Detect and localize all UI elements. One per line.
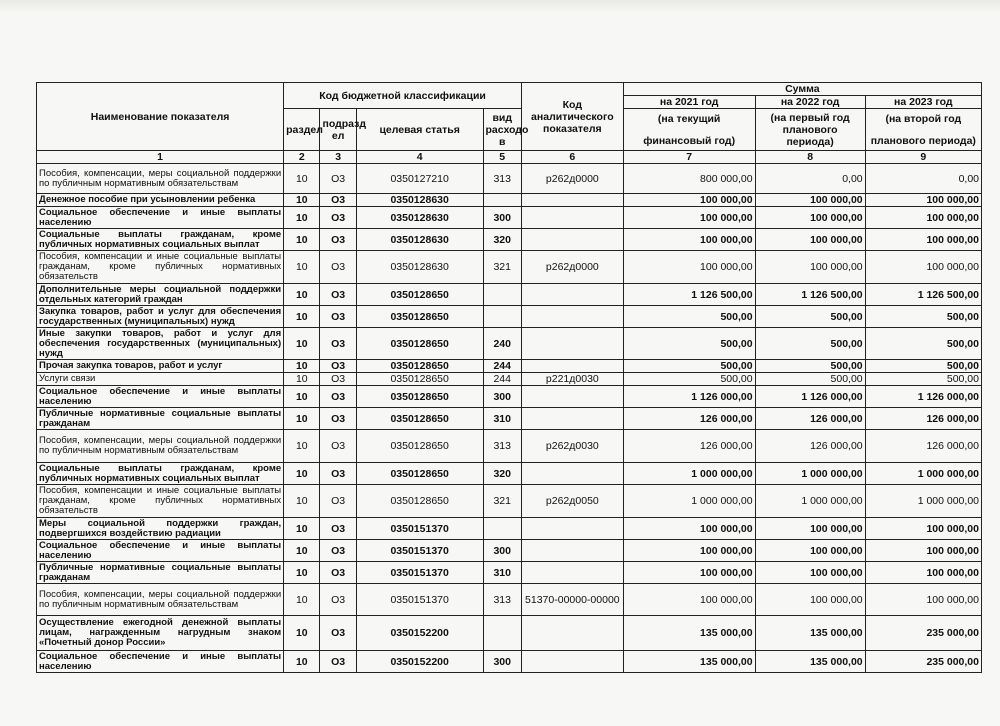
row-razdel: 10 [284, 306, 320, 328]
row-sum-2021: 500,00 [623, 306, 755, 328]
row-sum-2021: 100 000,00 [623, 251, 755, 284]
col-number-9: 9 [865, 151, 981, 164]
row-sum-2023: 500,00 [865, 306, 981, 328]
row-sum-2021: 100 000,00 [623, 194, 755, 207]
row-vid: 313 [483, 584, 521, 616]
row-analytic [521, 360, 623, 373]
table-row [37, 207, 982, 229]
row-podrazdel: О3 [320, 306, 356, 328]
col-number-5: 5 [483, 151, 521, 164]
row-analytic: р262д0000 [521, 164, 623, 194]
row-podrazdel: О3 [320, 485, 356, 518]
row-target: 0350128650 [356, 485, 483, 518]
row-name: Закупка товаров, работ и услуг для обеспечения государственных (муниципальных) нужд [37, 306, 284, 328]
table-row [37, 408, 982, 430]
row-target: 0350128630 [356, 207, 483, 229]
row-analytic [521, 229, 623, 251]
table-row [37, 430, 982, 463]
row-target: 0350152200 [356, 616, 483, 651]
row-name: Услуги связи [37, 373, 284, 386]
row-analytic [521, 207, 623, 229]
row-vid: 320 [483, 463, 521, 485]
row-sum-2023: 500,00 [865, 360, 981, 373]
header-note-2022 [755, 109, 865, 151]
row-vid [483, 518, 521, 540]
budget-table-sheet [36, 82, 982, 673]
row-razdel: 10 [284, 373, 320, 386]
table-row [37, 164, 982, 194]
col-number-2: 2 [284, 151, 320, 164]
row-analytic: р221д0030 [521, 373, 623, 386]
row-name: Публичные нормативные социальные выплаты гражданам [37, 562, 284, 584]
row-target: 0350128650 [356, 463, 483, 485]
row-target: 0350128650 [356, 386, 483, 408]
header-sum: Сумма [623, 83, 981, 96]
row-podrazdel: О3 [320, 386, 356, 408]
row-analytic [521, 518, 623, 540]
row-sum-2022: 100 000,00 [755, 251, 865, 284]
row-sum-2021: 1 000 000,00 [623, 485, 755, 518]
note-2021-line1: (на текущий [657, 112, 721, 125]
row-sum-2021: 126 000,00 [623, 408, 755, 430]
row-sum-2023: 100 000,00 [865, 540, 981, 562]
table-row [37, 360, 982, 373]
table-row [37, 485, 982, 518]
header-target: целевая статья [356, 109, 483, 151]
row-podrazdel: О3 [320, 229, 356, 251]
col-number-8: 8 [755, 151, 865, 164]
row-name: Пособия, компенсации и иные социальные выплаты гражданам, кроме публичных нормативных обязательств [37, 251, 284, 284]
col-number-7: 7 [623, 151, 755, 164]
row-target: 0350128650 [356, 328, 483, 360]
row-analytic: р262д0050 [521, 485, 623, 518]
row-podrazdel: О3 [320, 328, 356, 360]
row-vid: 321 [483, 485, 521, 518]
row-razdel: 10 [284, 518, 320, 540]
table-row [37, 540, 982, 562]
row-sum-2023: 235 000,00 [865, 651, 981, 673]
note-2021-line2: финансовый год) [643, 134, 736, 147]
row-podrazdel: О3 [320, 430, 356, 463]
header-note-2021 [623, 109, 755, 151]
row-podrazdel: О3 [320, 164, 356, 194]
row-vid: 310 [483, 562, 521, 584]
row-sum-2023: 100 000,00 [865, 518, 981, 540]
row-razdel: 10 [284, 584, 320, 616]
row-podrazdel: О3 [320, 584, 356, 616]
row-target: 0350151370 [356, 562, 483, 584]
row-analytic [521, 562, 623, 584]
row-name: Социальное обеспечение и иные выплаты населению [37, 386, 284, 408]
row-podrazdel: О3 [320, 540, 356, 562]
row-razdel: 10 [284, 408, 320, 430]
note-2023-line1: (на второй год [885, 112, 962, 125]
header-razdel: раздел [284, 109, 320, 151]
row-sum-2021: 100 000,00 [623, 207, 755, 229]
row-sum-2021: 126 000,00 [623, 430, 755, 463]
row-vid [483, 194, 521, 207]
row-name: Социальные выплаты гражданам, кроме публичных нормативных социальных выплат [37, 463, 284, 485]
row-sum-2021: 1 126 500,00 [623, 284, 755, 306]
table-row [37, 463, 982, 485]
header-name: Наименование показателя [37, 83, 284, 151]
row-vid: 300 [483, 540, 521, 562]
row-razdel: 10 [284, 194, 320, 207]
header-kbk: Код бюджетной классификации [284, 83, 522, 109]
row-sum-2023: 100 000,00 [865, 229, 981, 251]
row-sum-2022: 135 000,00 [755, 651, 865, 673]
row-sum-2023: 1 126 000,00 [865, 386, 981, 408]
row-target: 0350128650 [356, 360, 483, 373]
row-vid: 313 [483, 164, 521, 194]
table-row [37, 584, 982, 616]
row-sum-2023: 1 126 500,00 [865, 284, 981, 306]
note-2022-line2: планового [782, 123, 838, 136]
row-analytic: р262д0000 [521, 251, 623, 284]
row-sum-2022: 100 000,00 [755, 562, 865, 584]
row-sum-2022: 100 000,00 [755, 229, 865, 251]
row-sum-2022: 500,00 [755, 328, 865, 360]
row-name: Пособия, компенсации, меры социальной поддержки по публичным нормативным обязательствам [37, 430, 284, 463]
table-row [37, 229, 982, 251]
table-row [37, 518, 982, 540]
row-sum-2021: 100 000,00 [623, 518, 755, 540]
row-sum-2023: 500,00 [865, 328, 981, 360]
row-sum-2022: 500,00 [755, 373, 865, 386]
row-sum-2022: 135 000,00 [755, 616, 865, 651]
row-target: 0350151370 [356, 584, 483, 616]
row-razdel: 10 [284, 207, 320, 229]
header-podrazdel: подразд ел [320, 109, 356, 151]
row-analytic [521, 306, 623, 328]
row-name: Пособия, компенсации, меры социальной поддержки по публичным нормативным обязательствам [37, 584, 284, 616]
row-razdel: 10 [284, 651, 320, 673]
row-razdel: 10 [284, 284, 320, 306]
row-podrazdel: О3 [320, 562, 356, 584]
row-target: 0350128630 [356, 229, 483, 251]
row-sum-2021: 100 000,00 [623, 229, 755, 251]
row-sum-2021: 500,00 [623, 360, 755, 373]
row-sum-2023: 1 000 000,00 [865, 463, 981, 485]
row-target: 0350128650 [356, 306, 483, 328]
row-target: 0350152200 [356, 651, 483, 673]
row-vid: 321 [483, 251, 521, 284]
row-sum-2022: 126 000,00 [755, 430, 865, 463]
row-target: 0350128650 [356, 430, 483, 463]
row-name: Осуществление ежегодной денежной выплаты лицам, награжденным нагрудным знаком «Почетный донор России» [37, 616, 284, 651]
row-target: 0350128650 [356, 373, 483, 386]
row-razdel: 10 [284, 328, 320, 360]
row-podrazdel: О3 [320, 194, 356, 207]
row-sum-2021: 100 000,00 [623, 540, 755, 562]
row-razdel: 10 [284, 430, 320, 463]
row-sum-2021: 1 000 000,00 [623, 463, 755, 485]
row-razdel: 10 [284, 360, 320, 373]
row-name: Денежное пособие при усыновлении ребенка [37, 194, 284, 207]
row-podrazdel: О3 [320, 373, 356, 386]
row-target: 0350151370 [356, 540, 483, 562]
row-podrazdel: О3 [320, 207, 356, 229]
row-name: Социальное обеспечение и иные выплаты населению [37, 207, 284, 229]
row-analytic [521, 540, 623, 562]
row-razdel: 10 [284, 251, 320, 284]
row-name: Социальное обеспечение и иные выплаты населению [37, 651, 284, 673]
row-razdel: 10 [284, 562, 320, 584]
row-sum-2023: 100 000,00 [865, 562, 981, 584]
row-podrazdel: О3 [320, 360, 356, 373]
row-sum-2023: 126 000,00 [865, 408, 981, 430]
table-row [37, 386, 982, 408]
header-note-2023 [865, 109, 981, 151]
row-name: Дополнительные меры социальной поддержки отдельных категорий граждан [37, 284, 284, 306]
row-vid [483, 306, 521, 328]
row-razdel: 10 [284, 386, 320, 408]
row-vid: 310 [483, 408, 521, 430]
budget-table [36, 82, 982, 673]
row-sum-2023: 100 000,00 [865, 584, 981, 616]
row-podrazdel: О3 [320, 284, 356, 306]
row-sum-2022: 500,00 [755, 306, 865, 328]
row-podrazdel: О3 [320, 616, 356, 651]
row-analytic [521, 408, 623, 430]
row-vid: 313 [483, 430, 521, 463]
row-analytic [521, 194, 623, 207]
table-row [37, 251, 982, 284]
row-sum-2023: 100 000,00 [865, 207, 981, 229]
row-analytic [521, 284, 623, 306]
row-podrazdel: О3 [320, 408, 356, 430]
row-sum-2023: 126 000,00 [865, 430, 981, 463]
col-number-3: 3 [320, 151, 356, 164]
row-sum-2023: 100 000,00 [865, 194, 981, 207]
col-number-4: 4 [356, 151, 483, 164]
row-target: 0350151370 [356, 518, 483, 540]
row-sum-2023: 100 000,00 [865, 251, 981, 284]
row-sum-2022: 100 000,00 [755, 518, 865, 540]
header-year-2023: на 2023 год [865, 96, 981, 109]
row-name: Социальное обеспечение и иные выплаты населению [37, 540, 284, 562]
header-vid: вид расходо в [483, 109, 521, 151]
row-name: Социальные выплаты гражданам, кроме публичных нормативных социальных выплат [37, 229, 284, 251]
table-row [37, 562, 982, 584]
row-analytic [521, 651, 623, 673]
note-2023-line2: планового периода) [870, 134, 976, 147]
col-number-6: 6 [521, 151, 623, 164]
row-sum-2021: 100 000,00 [623, 584, 755, 616]
row-vid: 244 [483, 360, 521, 373]
row-sum-2021: 1 126 000,00 [623, 386, 755, 408]
row-vid: 300 [483, 207, 521, 229]
row-sum-2021: 500,00 [623, 328, 755, 360]
row-target: 0350128650 [356, 408, 483, 430]
row-sum-2022: 100 000,00 [755, 207, 865, 229]
row-analytic [521, 463, 623, 485]
row-analytic: 51370-00000-00000 [521, 584, 623, 616]
row-sum-2021: 135 000,00 [623, 651, 755, 673]
row-sum-2021: 500,00 [623, 373, 755, 386]
row-target: 0350127210 [356, 164, 483, 194]
row-razdel: 10 [284, 485, 320, 518]
row-target: 0350128630 [356, 251, 483, 284]
row-razdel: 10 [284, 616, 320, 651]
table-row [37, 284, 982, 306]
row-sum-2023: 500,00 [865, 373, 981, 386]
row-vid: 240 [483, 328, 521, 360]
row-analytic: р262д0030 [521, 430, 623, 463]
row-sum-2022: 126 000,00 [755, 408, 865, 430]
row-podrazdel: О3 [320, 518, 356, 540]
row-razdel: 10 [284, 463, 320, 485]
row-sum-2022: 1 126 000,00 [755, 386, 865, 408]
row-vid: 244 [483, 373, 521, 386]
row-vid: 300 [483, 651, 521, 673]
table-row [37, 194, 982, 207]
row-name: Пособия, компенсации и иные социальные выплаты гражданам, кроме публичных нормативных обязательств [37, 485, 284, 518]
row-sum-2022: 100 000,00 [755, 540, 865, 562]
row-razdel: 10 [284, 229, 320, 251]
note-2022-line3: периода) [786, 135, 834, 148]
row-sum-2023: 0,00 [865, 164, 981, 194]
table-body [37, 164, 982, 673]
row-razdel: 10 [284, 540, 320, 562]
row-sum-2022: 1 000 000,00 [755, 485, 865, 518]
row-sum-2021: 100 000,00 [623, 562, 755, 584]
row-sum-2021: 135 000,00 [623, 616, 755, 651]
row-sum-2022: 0,00 [755, 164, 865, 194]
table-row [37, 328, 982, 360]
row-sum-2022: 100 000,00 [755, 584, 865, 616]
header-year-2021: на 2021 год [623, 96, 755, 109]
scan-edge [0, 0, 1000, 14]
row-sum-2021: 800 000,00 [623, 164, 755, 194]
row-target: 0350128650 [356, 284, 483, 306]
row-sum-2023: 235 000,00 [865, 616, 981, 651]
row-vid: 320 [483, 229, 521, 251]
row-name: Пособия, компенсации, меры социальной поддержки по публичным нормативным обязательствам [37, 164, 284, 194]
row-name: Прочая закупка товаров, работ и услуг [37, 360, 284, 373]
row-vid [483, 284, 521, 306]
row-name: Публичные нормативные социальные выплаты гражданам [37, 408, 284, 430]
row-analytic [521, 328, 623, 360]
row-analytic [521, 616, 623, 651]
row-name: Иные закупки товаров, работ и услуг для обеспечения государственных (муниципальных) нужд [37, 328, 284, 360]
row-sum-2022: 1 126 500,00 [755, 284, 865, 306]
row-razdel: 10 [284, 164, 320, 194]
row-podrazdel: О3 [320, 251, 356, 284]
table-row [37, 373, 982, 386]
row-sum-2022: 500,00 [755, 360, 865, 373]
row-podrazdel: О3 [320, 651, 356, 673]
row-sum-2022: 1 000 000,00 [755, 463, 865, 485]
row-analytic [521, 386, 623, 408]
row-vid [483, 616, 521, 651]
row-target: 0350128630 [356, 194, 483, 207]
table-row [37, 616, 982, 651]
table-row [37, 306, 982, 328]
row-vid: 300 [483, 386, 521, 408]
table-row [37, 651, 982, 673]
header-analytic: Код аналитического показателя [521, 83, 623, 151]
row-sum-2023: 1 000 000,00 [865, 485, 981, 518]
header-year-2022: на 2022 год [755, 96, 865, 109]
note-2022-line1: (на первый год [770, 111, 850, 124]
col-number-1: 1 [37, 151, 284, 164]
row-podrazdel: О3 [320, 463, 356, 485]
row-name: Меры социальной поддержки граждан, подвергшихся воздействию радиации [37, 518, 284, 540]
row-sum-2022: 100 000,00 [755, 194, 865, 207]
